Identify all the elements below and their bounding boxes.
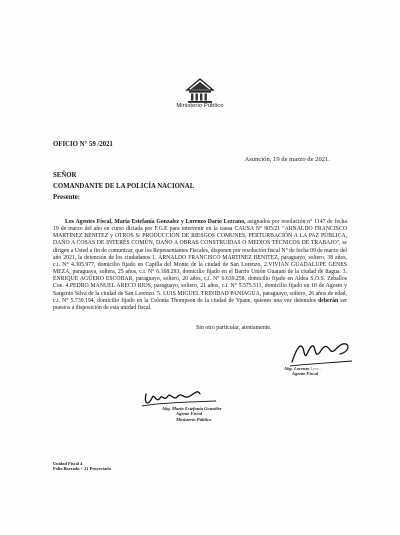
oficio-number: OFICIO N° 59 /2021 bbox=[53, 141, 113, 148]
salutation-presente: Presente: bbox=[53, 194, 81, 201]
salutation-title: SEÑOR bbox=[53, 172, 77, 179]
body-bold-word: deberán bbox=[318, 297, 339, 304]
signature-lorenzo-name-faded: Lezc... bbox=[310, 366, 323, 371]
footer-folio: Folio Borrado + 21 Proyectada bbox=[53, 466, 111, 472]
footer bbox=[53, 461, 111, 472]
ministerio-publico-emblem-icon bbox=[183, 78, 217, 104]
signature-lorenzo-block bbox=[284, 366, 323, 377]
footer-unit: Unidad Fiscal 4 bbox=[53, 461, 83, 466]
document-body bbox=[53, 219, 347, 312]
document-date: Asunción, 19 de marzo de 2021. bbox=[244, 156, 330, 163]
body-end: ser puestos a disposición de esta unidad fiscal. bbox=[53, 297, 347, 311]
salutation-recipient: COMANDANTE DE LA POLICÍA NACIONAL bbox=[53, 183, 195, 190]
signature-lorenzo-title: Agente Fiscal bbox=[292, 371, 319, 377]
signature-maria-title: Agente Fiscal bbox=[176, 411, 203, 417]
body-text: asignados por resolución n° 1147 de fecha 19 de marzo del año en curso dictada por F.G.E para intervenir en la causa CAUSA N° 905/21 "ARNALDO FRANCISCO MARTINEZ BENITEZ y OTROS S/ PRODUCCIÓN DE RIESGOS COMUNES, PERTURBACIÓN A LA PAZ PÚBLICA, DAÑO A COSAS DE INTERÉS COMÚN, DAÑO A OBRAS CONSTRUIDAS O MEDIOS TÉCNICOS DE TRABAJO", se dirigen a Usted a fin de comunicar, que los Representantes Fiscales, disponen por resolución fiscal N° de fecha 09 de marzo del año 2021, la detención de los ciudadanos 1. ARNALDO FRANCISCO MARTINEZ BENITEZ, paraguayo, soltero, 38 años, c.i. N° 4.305.977, domicilio fijado en Capilla del Monte de la ciudad de San Lorenzo, 2.VIVIAN GUADALUPE GENES MEZA, paraguaya, soltera, 25 años, c.i. N° 6.168.293, domicilio fijado en el Barrio Unión Guaraní de la ciudad de Itagua. 3. ENRIQUE AGÜERO ESCOBAR, paraguayo, soltero, 20 años, c.i. N° 6.639.258, domicilio fijado en Aldea S.O.S. Zeballos Cue. 4.PEDRO MANUEL ARECO RIOS, paraguayo, soltero, 21 años, c.i. N° 5.575.511, domicilio fijado en 10 de Agosto y Sargento Silva de la ciudad de San Lorenzo. 5. LUIS MIGUEL TRINIDAD PANIAGUA, paraguayo, soltero, 26 años de edad, c.i. N° 5.739.194, domicilio fijado en la Colonia Thompson de la ciudad de Ypane, quienes una vez detenidos bbox=[53, 219, 347, 304]
signature-lorenzo-name: Abg. Lorenzo bbox=[284, 366, 310, 371]
signature-maria-name: Abg. María Estefanía González bbox=[162, 406, 222, 411]
body-agents: Los Agentes Fiscal, María Estefanía Gonzalez y Lorenzo Darío Lezcano, bbox=[65, 219, 246, 225]
closing-line: Sin otro particular, atentamente. bbox=[196, 325, 272, 331]
org-name: Ministerio Público bbox=[176, 103, 224, 109]
signature-maria-block bbox=[162, 406, 221, 422]
signature-maria-org: Ministerio Público bbox=[176, 416, 212, 422]
